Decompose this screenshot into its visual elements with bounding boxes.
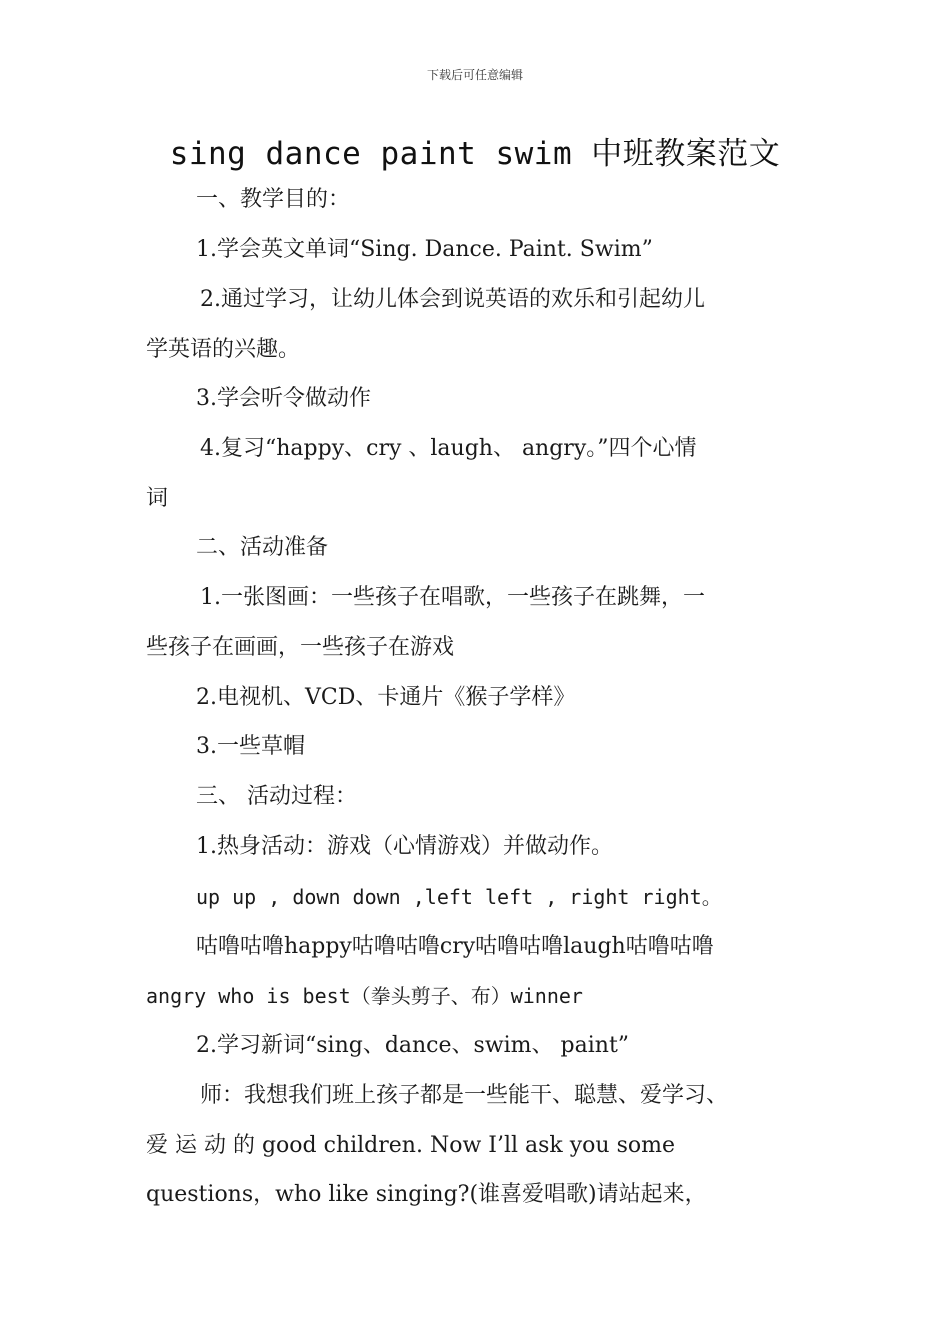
document-title: sing dance paint swim 中班教案范文 [169, 136, 781, 172]
section-heading-goals: 一、教学目的： [196, 187, 351, 212]
prep-item-1-continued: 些孩子在画画，一些孩子在游戏 [146, 635, 455, 660]
section-heading-preparation: 二、活动准备 [196, 535, 329, 560]
teacher-line-1: 师：我想我们班上孩子都是一些能干、聪慧、爱学习、 [200, 1083, 729, 1108]
goal-item-2: 2.通过学习，让幼儿体会到说英语的欢乐和引起幼儿 [200, 287, 705, 312]
process-chant-line-3: angry who is best（拳头剪子、布）winner [146, 984, 583, 1008]
goal-item-1: 1.学会英文单词“Sing. Dance. Paint. Swim” [196, 237, 653, 262]
process-chant-line-2: 咕噜咕噜happy咕噜咕噜cry咕噜咕噜laugh咕噜咕噜 [196, 934, 714, 959]
section-heading-process: 三、 活动过程： [196, 784, 357, 809]
process-item-2: 2.学习新词“sing、dance、swim、 paint” [196, 1033, 630, 1058]
header-note: 下载后可任意编辑 [426, 68, 523, 82]
goal-item-4-continued: 词 [146, 486, 169, 511]
prep-item-3: 3.一些草帽 [196, 734, 305, 759]
process-item-1: 1.热身活动：游戏（心情游戏）并做动作。 [196, 834, 613, 859]
goal-item-4: 4.复习“happy、cry 、laugh、 angry。”四个心情 [200, 436, 697, 461]
goal-item-3: 3.学会听令做动作 [196, 386, 371, 411]
prep-item-2: 2.电视机、VCD、卡通片《猴子学样》 [196, 685, 576, 710]
prep-item-1: 1.一张图画：一些孩子在唱歌，一些孩子在跳舞，一 [200, 585, 705, 610]
process-chant-line-1: up up , down down ,left left , right right。 [196, 885, 722, 909]
teacher-line-2: 爱 运 动 的 good children. Now I’ll ask you some [146, 1133, 676, 1158]
teacher-line-3: questions，who like singing?(谁喜爱唱歌)请站起来， [146, 1182, 707, 1207]
goal-item-2-continued: 学英语的兴趣。 [146, 337, 301, 362]
